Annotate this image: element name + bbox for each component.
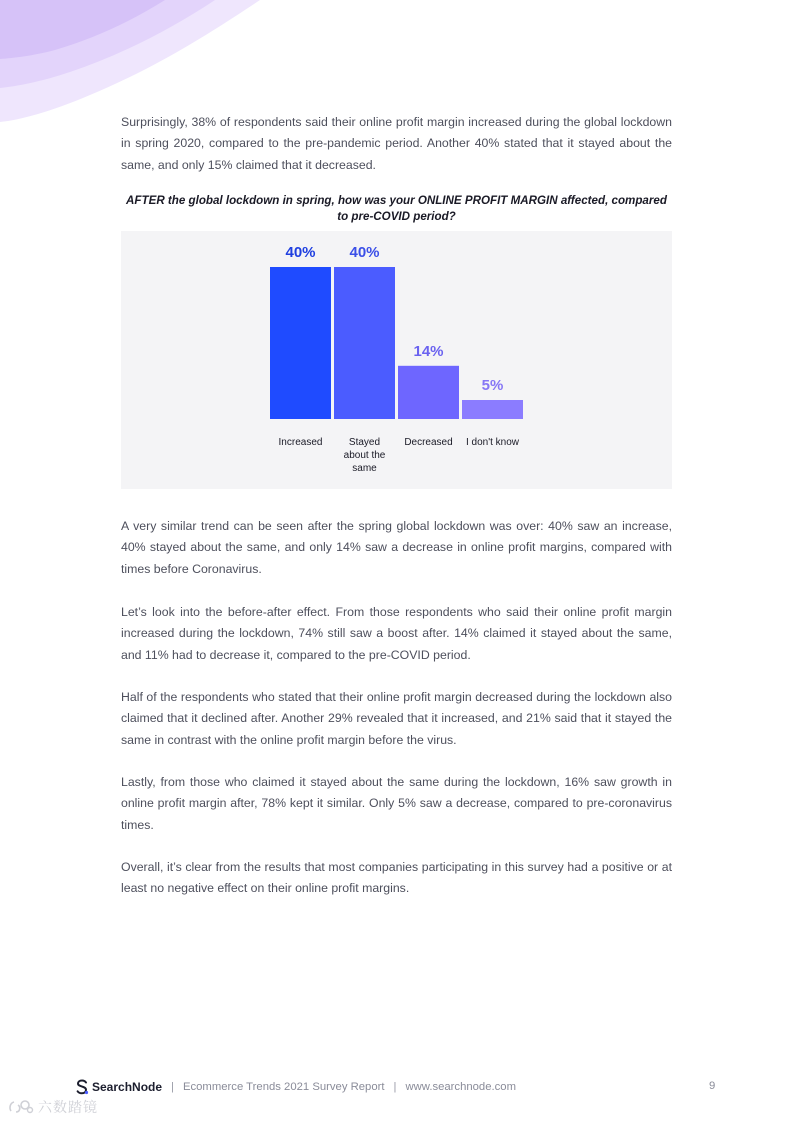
footer	[75, 1079, 516, 1095]
footer-divider: |	[171, 1081, 174, 1093]
paragraph-overall: Overall, it’s clear from the results that most companies participating in this survey had a positive or at least no negative effect on their online profit margins.	[121, 860, 672, 896]
paragraph-stayed-same: Lastly, from those who claimed it stayed about the same during the lockdown, 16% saw growth in online profit margin after, 78% kept it similar. Only 5% saw a decrease, compared to pre-coronavirus times.	[121, 775, 672, 832]
bar-increased	[270, 267, 331, 419]
chart-title: AFTER the global lockdown in spring, how was your ONLINE PROFIT MARGIN affected, compared to pre-COVID period?	[126, 194, 667, 223]
watermark-logo-icon	[8, 1099, 34, 1115]
bar-value-label: 14%	[413, 342, 444, 360]
category-label: Increased	[278, 437, 323, 448]
watermark-text: 六数踏镜	[38, 1099, 98, 1115]
category-label: Decreased	[404, 437, 453, 448]
category-label: I don't know	[465, 437, 520, 448]
bar-decreased	[398, 366, 459, 419]
page-number: 9	[709, 1080, 716, 1092]
paragraph-before-after: Let’s look into the before-after effect. From those respondents who said their online profit margin increased during the lockdown, 74% still saw a boost after. 14% claimed it stayed about the same, and 11% had to decrease it, compared to the pre-COVID period.	[121, 605, 672, 662]
bar-value-label: 40%	[285, 244, 316, 261]
searchnode-logo-icon	[75, 1079, 89, 1095]
searchnode-logo	[75, 1079, 162, 1095]
bar-value-label: 5%	[481, 377, 504, 394]
report-name: Ecommerce Trends 2021 Survey Report	[182, 1081, 385, 1093]
paragraph-decreased: Half of the respondents who stated that their online profit margin decreased during the lockdown also claimed that it declined after. Another 29% revealed that it increased, and 21% said that it stayed the same in contrast with the online profit margin before the virus.	[121, 690, 672, 747]
category-label: Stayed about the same	[343, 437, 386, 474]
paragraph-after-lockdown: A very similar trend can be seen after the spring global lockdown was over: 40% saw an increase, 40% stayed about the same, and only 14% saw a decrease in online profit margins, compared with times before Coronavirus.	[121, 519, 672, 576]
paragraph-intro: Surprisingly, 38% of respondents said their online profit margin increased during the global lockdown in spring 2020, compared to the pre-pandemic period. Another 40% stated that it stayed about the same, and only 15% claimed that it decreased.	[121, 115, 672, 172]
bar-stayed-about-the-same	[334, 267, 395, 419]
footer-divider: |	[393, 1081, 397, 1093]
bar-i-don-t-know	[462, 400, 523, 419]
website-link[interactable]: www.searchnode.com	[405, 1081, 516, 1093]
brand-name: SearchNode	[92, 1080, 163, 1094]
bar-chart	[121, 231, 672, 489]
bar-value-label: 40%	[349, 244, 380, 261]
chart-panel	[121, 231, 672, 489]
watermark	[8, 1097, 98, 1117]
